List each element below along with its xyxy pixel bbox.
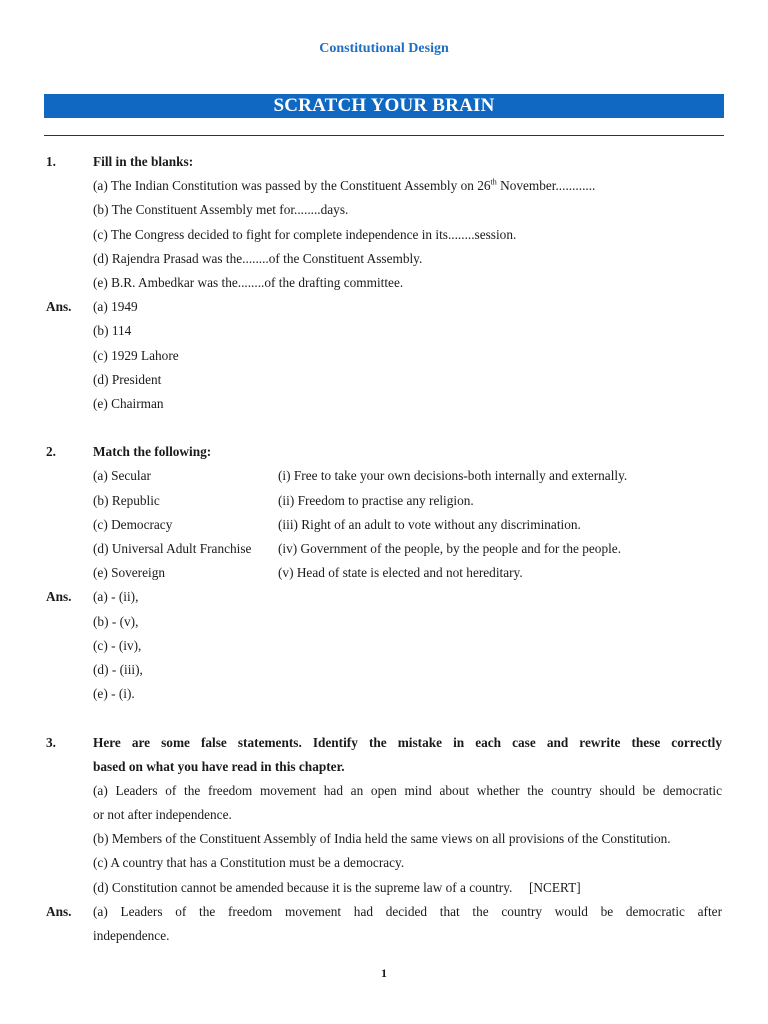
q1-answer — [46, 392, 722, 416]
q2-number: 2. — [46, 444, 56, 460]
q1-answer — [46, 368, 722, 392]
q3-statement-a: (a) Leaders of the freedom movement had an open mind about whether the country should be democratic — [93, 782, 722, 798]
q3-statement-c: (c) A country that has a Constitution must be a democracy. — [93, 855, 405, 871]
q2-answer-e: (e) - (i). — [93, 686, 135, 702]
spacer — [46, 706, 722, 730]
q1-answer — [46, 344, 722, 368]
match-row — [46, 513, 722, 537]
q1-heading: Fill in the blanks: — [93, 154, 194, 169]
header-title: Constitutional Design — [319, 41, 449, 56]
q1-item — [46, 174, 722, 198]
q1-heading-line — [46, 150, 722, 174]
q3-answer-a: (a) Leaders of the freedom movement had decided that the country would be democratic after — [93, 903, 722, 919]
q1-answer — [46, 295, 722, 319]
match-right: (v) Head of state is elected and not hereditary. — [278, 565, 523, 581]
q2-answer-a: (a) - (ii), — [93, 589, 139, 605]
q2-heading: Match the following: — [93, 444, 212, 460]
q3-answer — [46, 924, 722, 948]
q3-answer-a-cont: independence. — [93, 928, 170, 943]
q1-item — [46, 223, 722, 247]
q1-answer — [46, 319, 722, 343]
q3-number: 3. — [46, 734, 56, 750]
q1-number: 1. — [46, 154, 56, 169]
q1-item — [46, 271, 722, 295]
match-right: (ii) Freedom to practise any religion. — [278, 492, 474, 508]
q2-answer — [46, 682, 722, 706]
source-tag: [NCERT] — [528, 879, 581, 895]
q3-statement — [46, 876, 722, 900]
q3-ans-label: Ans. — [46, 903, 72, 919]
q1-item — [46, 247, 722, 271]
q3-heading: Here are some false statements. Identify the mistake in each case and rewrite these correctly — [93, 734, 722, 750]
q3-heading-line — [46, 755, 722, 779]
section-banner: SCRATCH YOUR BRAIN — [44, 94, 724, 118]
q1-answer-b: (b) 114 — [93, 323, 132, 339]
match-left: (a) Secular — [93, 468, 151, 484]
q1-item-a: (a) The Indian Constitution was passed by the Constituent Assembly on 26th November............ — [93, 177, 596, 194]
q2-answer — [46, 585, 722, 609]
q2-answer — [46, 634, 722, 658]
q2-answer — [46, 658, 722, 682]
match-left: (d) Universal Adult Franchise — [93, 541, 252, 556]
q1-answer-a: (a) 1949 — [93, 299, 138, 315]
q3-heading-line — [46, 731, 722, 755]
q3-statement-a-cont: or not after independence. — [93, 807, 232, 823]
spacer — [46, 416, 722, 440]
q2-answer-b: (b) - (v), — [93, 613, 139, 629]
match-right: (iii) Right of an adult to vote without any discrimination. — [278, 516, 581, 532]
page-number: 1 — [381, 966, 387, 980]
match-right: (iv) Government of the people, by the people and for the people. — [278, 541, 622, 556]
q1-item — [46, 198, 722, 222]
q3-statement — [46, 779, 722, 803]
q2-ans-label: Ans. — [46, 589, 72, 605]
q1-item-b: (b) The Constituent Assembly met for........days. — [93, 202, 349, 218]
q2-answer-c: (c) - (iv), — [93, 637, 142, 653]
match-left: (b) Republic — [93, 492, 160, 508]
q2-heading-line — [46, 440, 722, 464]
match-right: (i) Free to take your own decisions-both internally and externally. — [278, 468, 628, 484]
match-left: (e) Sovereign — [93, 565, 165, 581]
q3-statement — [46, 851, 722, 875]
q2-answer — [46, 610, 722, 634]
divider — [44, 135, 724, 136]
q1-answer-c: (c) 1929 Lahore — [93, 347, 179, 363]
q3-statement-d: (d) Constitution cannot be amended because it is the supreme law of a country. [NCERT] — [93, 879, 581, 895]
q3-answer — [46, 900, 722, 924]
q1-answer-e: (e) Chairman — [93, 395, 164, 411]
worksheet-content — [46, 150, 722, 948]
q3-statement-b: (b) Members of the Constituent Assembly of India held the same views on all provisions of the Constitution. — [93, 831, 671, 847]
q1-ans-label: Ans. — [46, 299, 72, 315]
q3-heading-cont: based on what you have read in this chapter. — [93, 758, 345, 774]
q1-item-c: (c) The Congress decided to fight for complete independence in its........session. — [93, 226, 517, 242]
q3-statement — [46, 803, 722, 827]
match-row — [46, 489, 722, 513]
q3-statement — [46, 827, 722, 851]
q2-answer-d: (d) - (iii), — [93, 661, 143, 677]
match-left: (c) Democracy — [93, 516, 173, 532]
match-row — [46, 561, 722, 585]
q1-item-e: (e) B.R. Ambedkar was the........of the drafting committee. — [93, 274, 404, 290]
match-row — [46, 537, 722, 561]
match-row — [46, 464, 722, 488]
q1-item-d: (d) Rajendra Prasad was the........of the Constituent Assembly. — [93, 250, 423, 266]
q1-answer-d: (d) President — [93, 371, 162, 387]
